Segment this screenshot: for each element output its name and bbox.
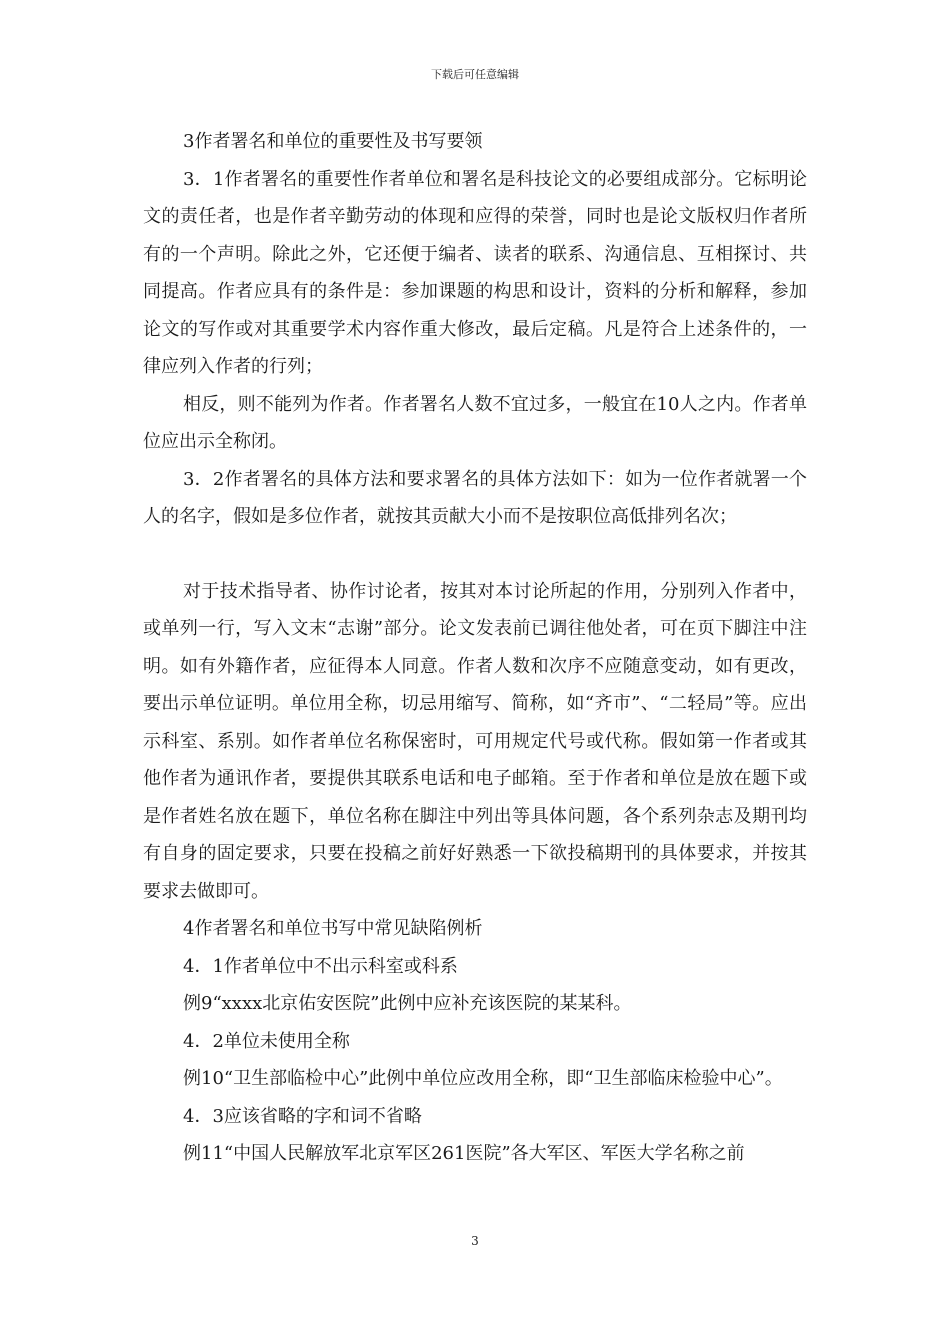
subsection-4-1-heading: 4．1作者单位中不出示科室或科系 bbox=[183, 955, 458, 977]
section-4-heading: 4作者署名和单位书写中常见缺陷例析 bbox=[183, 918, 483, 939]
document-body bbox=[143, 123, 807, 1173]
subsection-4-3-heading: 4．3应该省略的字和词不省略 bbox=[183, 1105, 422, 1127]
blank-line bbox=[143, 536, 807, 573]
section-3-heading: 3作者署名和单位的重要性及书写要领 bbox=[183, 131, 483, 152]
example-11: 例11“中国人民解放军北京军区261医院”各大军区、军医大学名称之前 bbox=[183, 1143, 745, 1164]
paragraph-3-1: 3．1作者署名的重要性作者单位和署名是科技论文的必要组成部分。它标明论文的责任者，也是作者辛勤劳动的体现和应得的荣誉，同时也是论文版权归作者所有的一个声明。除此之外，它还便于编者、读者的联系、沟通信息、互相探讨、共同提高。作者应具有的条件是：参加课题的构思和设计，资料的分析和解释，参加论文的写作或对其重要学术内容作重大修改，最后定稿。凡是符合上述条件的，一律应列入作者的行列； bbox=[143, 168, 807, 377]
page-header: 下载后可任意编辑 bbox=[431, 68, 519, 81]
paragraph-3-1-continued: 相反，则不能列为作者。作者署名人数不宜过多，一般宜在10人之内。作者单位应出示全称闭。 bbox=[143, 393, 807, 452]
example-10: 例10“卫生部临检中心”此例中单位应改用全称，即“卫生部临床检验中心”。 bbox=[183, 1068, 783, 1089]
page-number: 3 bbox=[471, 1234, 479, 1248]
paragraph-3-2: 3．2作者署名的具体方法和要求署名的具体方法如下：如为一位作者就署一个人的名字，假如是多位作者，就按其贡献大小而不是按职位高低排列名次； bbox=[143, 468, 807, 527]
example-9: 例9“xxxx北京佑安医院”此例中应补充该医院的某某科。 bbox=[183, 993, 632, 1014]
paragraph-3-2-continued: 对于技术指导者、协作讨论者，按其对本讨论所起的作用，分别列入作者中，或单列一行，写入文末“志谢”部分。论文发表前已调往他处者，可在页下脚注中注明。如有外籍作者，应征得本人同意。作者人数和次序不应随意变动，如有更改，要出示单位证明。单位用全称，切忌用缩写、简称，如“齐市”、“二轻局”等。应出示科室、系别。如作者单位名称保密时，可用规定代号或代称。假如第一作者或其他作者为通讯作者，要提供其联系电话和电子邮箱。至于作者和单位是放在题下或是作者姓名放在题下，单位名称在脚注中列出等具体问题，各个系列杂志及期刊均有自身的固定要求，只要在投稿之前好好熟悉一下欲投稿期刊的具体要求，并按其要求去做即可。 bbox=[143, 580, 807, 902]
subsection-4-2-heading: 4．2单位未使用全称 bbox=[183, 1030, 350, 1052]
